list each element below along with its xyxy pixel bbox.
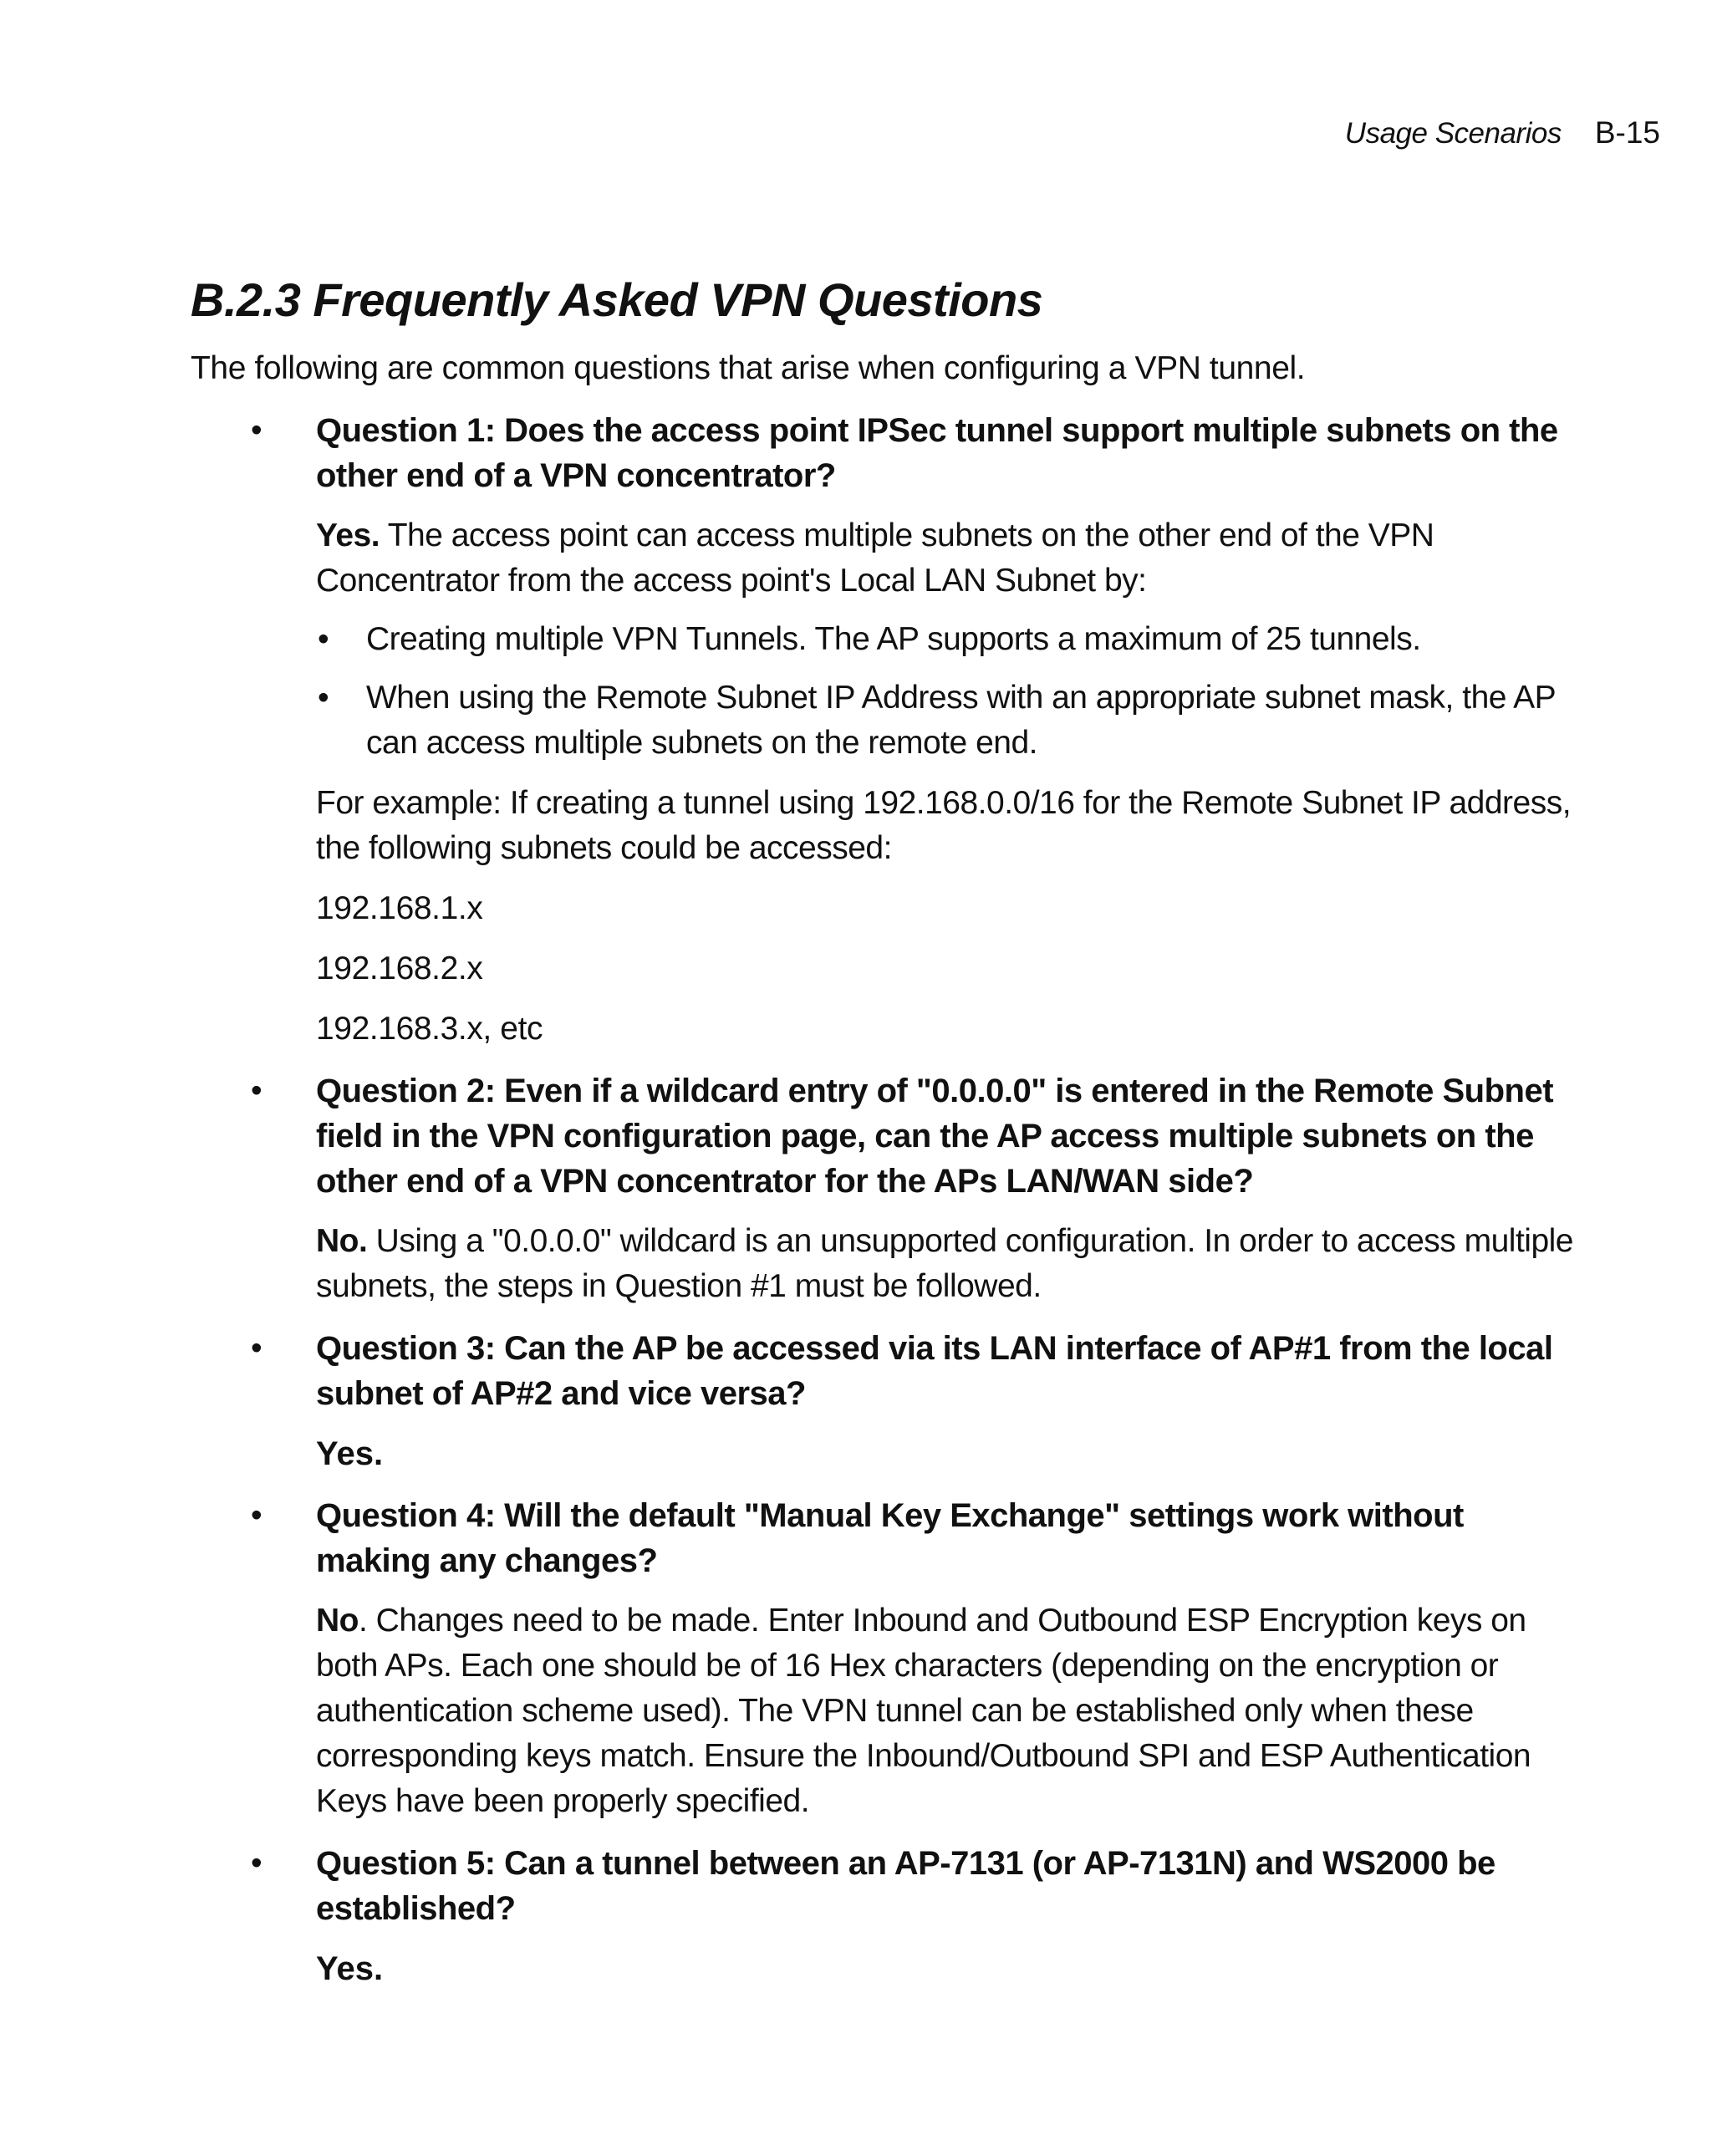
answer-4-text: . Changes need to be made. Enter Inbound and Outbound ESP Encryption keys on both APs. Each one should be of 16 Hex characters (depending on the encryption or authentication scheme used). The VPN tunnel can be established only when these corresponding keys match. Ensure the Inbound/Outbound SPI and ESP Authentication Keys have been properly specified. (316, 1603, 1531, 1819)
faq-item-5 (191, 1841, 1578, 1991)
page-header (1345, 115, 1660, 150)
question-3: Question 3: Can the AP be accessed via its LAN interface of AP#1 from the local subnet of AP#2 and vice versa? (316, 1330, 1553, 1412)
bullet-icon: • (251, 1845, 262, 1881)
answer-1-text: The access point can access multiple subnets on the other end of the VPN Concentrator from the access point's Local LAN Subnet by: (316, 517, 1434, 599)
intro-paragraph: The following are common questions that arise when configuring a VPN tunnel. (191, 350, 1306, 386)
bullet-icon: • (318, 680, 329, 716)
page-content (191, 269, 1578, 1991)
question-2: Question 2: Even if a wildcard entry of "0.0.0.0" is entered in the Remote Subnet field in the VPN configuration page, can the AP access multiple subnets on the other end of a VPN concentrator for the APs LAN/WAN side? (316, 1073, 1554, 1200)
section-name: Usage Scenarios (1344, 117, 1562, 150)
answer-1-lead: Yes. (316, 517, 380, 553)
answer-2-lead: No. (316, 1223, 368, 1259)
question-5: Question 5: Can a tunnel between an AP-7131 (or AP-7131N) and WS2000 be established? (316, 1845, 1495, 1927)
faq-item-4 (191, 1493, 1578, 1824)
question-1: Question 1: Does the access point IPSec tunnel support multiple subnets on the other end of a VPN concentrator? (316, 412, 1558, 494)
subnet-address: 192.168.3.x, etc (316, 1011, 543, 1047)
answer-3: Yes. (316, 1435, 384, 1472)
subnet-address: 192.168.1.x (316, 890, 483, 926)
answer-1 (316, 513, 1578, 604)
bullet-icon: • (318, 621, 329, 657)
subnet-address: 192.168.2.x (316, 951, 483, 986)
question-4: Question 4: Will the default "Manual Key Exchange" settings work without making any changes? (316, 1497, 1464, 1579)
sublist-item-text: Creating multiple VPN Tunnels. The AP supports a maximum of 25 tunnels. (366, 621, 1421, 657)
example-paragraph: For example: If creating a tunnel using 192.168.0.0/16 for the Remote Subnet IP address, the following subnets could be accessed: (316, 785, 1572, 866)
answer-2 (316, 1219, 1578, 1309)
sublist-item (316, 675, 1578, 766)
sublist-item (316, 617, 1578, 662)
bullet-icon: • (251, 412, 262, 448)
bullet-icon: • (251, 1497, 262, 1533)
faq-item-3 (191, 1326, 1578, 1476)
faq-item-1 (191, 408, 1578, 1052)
answer-2-text: Using a "0.0.0.0" wildcard is an unsupported configuration. In order to access multiple subnets, the steps in Question #1 must be followed. (316, 1223, 1573, 1304)
faq-list (191, 408, 1578, 1991)
bullet-icon: • (251, 1073, 262, 1109)
faq-item-2 (191, 1068, 1578, 1309)
section-title: B.2.3 Frequently Asked VPN Questions (191, 273, 1043, 326)
bullet-icon: • (251, 1330, 262, 1366)
page-number: B-15 (1594, 115, 1660, 150)
answer-4-lead: No (316, 1603, 359, 1639)
answer-4 (316, 1598, 1578, 1824)
answer-1-sublist (316, 617, 1578, 766)
answer-5: Yes. (316, 1950, 384, 1987)
sublist-item-text: When using the Remote Subnet IP Address with an appropriate subnet mask, the AP can access multiple subnets on the remote end. (366, 680, 1556, 761)
